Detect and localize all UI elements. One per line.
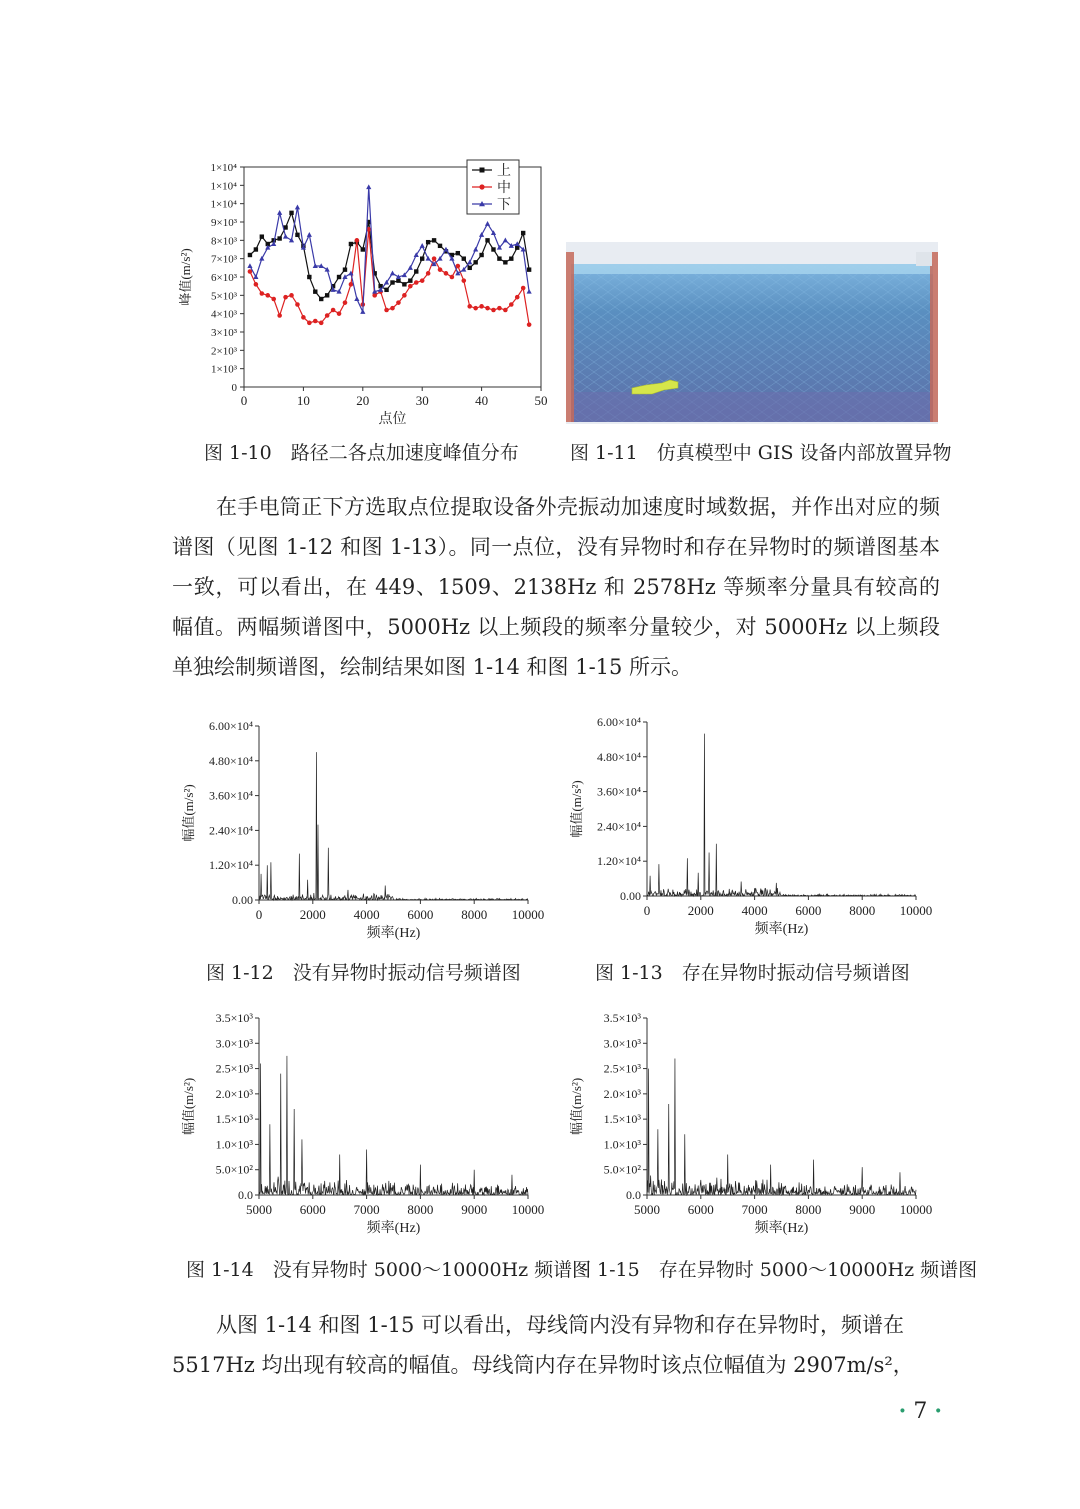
x-tick-label: 10000 [511,1202,545,1217]
data-point [259,256,264,261]
data-point [420,256,424,260]
y-tick-label: 3.5×10³ [603,1011,641,1025]
x-tick-label: 6000 [299,1202,326,1217]
data-point [468,266,472,270]
data-point [515,295,520,300]
x-axis-label: 点位 [378,412,407,427]
data-point [325,267,330,272]
x-tick-label: 30 [415,393,429,408]
paragraph-line-1: 从图 1-14 和图 1-15 可以看出，母线筒内没有异物和存在异物时，频谱在 [216,1313,905,1337]
data-point [456,251,460,255]
data-point [260,291,265,296]
data-point [343,300,348,305]
y-tick-label: 8×10³ [210,235,237,248]
data-point [349,242,353,246]
fig-1-11-caption: 图 1-11 仿真模型中 GIS 设备内部放置异物 [570,442,952,464]
x-tick-label: 4000 [741,903,768,918]
x-tick-label: 7000 [353,1202,380,1217]
x-axis-label: 频率(Hz) [366,926,421,941]
legend-label: 中 [497,181,511,196]
paragraph-line-2: 5517Hz 均出现有较高的幅值。母线筒内存在异物时该点位幅值为 2907m/s²， [172,1353,914,1377]
fig-1-10-caption: 图 1-10 路径二各点加速度峰值分布 [204,442,519,464]
data-point [319,297,323,301]
data-point [372,293,377,298]
data-point [503,308,508,313]
data-point [509,256,513,260]
y-tick-label: 6.00×10⁴ [209,719,253,733]
y-tick-label: 4.80×10⁴ [209,753,253,768]
data-point [414,269,418,273]
data-point [491,308,496,313]
data-point [384,308,389,313]
fig-1-13-chart [563,714,933,946]
data-point [485,306,490,311]
y-tick-label: 4.80×10⁴ [597,749,641,764]
fig-1-13-caption: 图 1-13 存在异物时振动信号频谱图 [595,962,910,984]
paragraph-text: 在手电筒正下方选取点位提取设备外壳振动加速度时域数据，并作出对应的频谱图（见图 1-12 和图 1-13）。同一点位，没有异物时和存在异物时的频谱图基本一致，可以看出，在 449、1509、2138Hz 和 2578Hz 等频率分量具有较高的幅值。两幅频谱图中，5000Hz 以上频段的频率分量较少，对 5000Hz 以上频段单独绘制频谱图，绘制结果如图 1-14 和图 1-15 所示。 [172,495,940,679]
y-axis-label: 幅值(m/s²) [569,1077,584,1136]
x-tick-label: 50 [534,393,548,408]
data-point [479,253,483,257]
data-point [343,267,347,271]
data-point [277,210,282,215]
data-point [325,293,329,297]
data-point [307,321,312,326]
legend-marker [480,168,485,173]
data-point [408,265,413,270]
y-axis-label: 幅值(m/s²) [181,784,196,842]
data-point [503,238,508,243]
y-tick-label: 1.5×10³ [603,1112,641,1127]
data-point [254,282,259,287]
y-tick-label: 2.0×10³ [215,1086,253,1101]
data-point [260,234,264,238]
data-point [295,302,300,307]
spectrum-trace [259,1056,528,1195]
data-point [497,256,501,260]
data-point [313,319,318,324]
x-tick-label: 0 [240,393,248,408]
legend-label: 下 [497,198,511,213]
data-point [467,304,472,309]
y-tick-label: 2.40×10⁴ [597,819,641,834]
x-tick-label: 6000 [795,903,822,918]
data-point [461,278,466,283]
data-point [283,295,288,300]
y-tick-label: 2.5×10³ [603,1061,641,1076]
data-point [527,267,531,271]
data-point [396,278,400,282]
data-point [497,306,502,311]
data-point [342,274,347,279]
body-paragraph-2 [172,1305,940,1385]
fig-1-12-caption: 图 1-12 没有异物时振动信号频谱图 [206,962,521,984]
data-point [485,221,490,226]
data-point [289,293,294,298]
data-point [444,271,449,276]
data-point [473,247,478,252]
x-tick-label: 0 [255,907,263,922]
data-point [301,315,306,320]
data-point [438,244,442,248]
data-point [295,205,300,210]
y-tick-label: 0.0 [238,1188,253,1202]
data-point [307,232,312,237]
data-point [355,238,360,243]
y-tick-label: 1.0×10³ [215,1137,253,1152]
fig-1-15-chart [563,1010,933,1245]
y-tick-label: 3.5×10³ [215,1011,253,1025]
x-axis-label: 频率(Hz) [754,922,809,937]
data-point [509,302,514,307]
y-tick-label: 6×10³ [210,272,237,284]
x-tick-label: 9000 [849,1202,876,1217]
data-point [366,184,371,189]
data-point [271,297,276,302]
data-point [479,232,484,237]
data-point [313,289,317,293]
data-point [354,296,359,301]
data-point [396,300,401,305]
fig-1-14-caption: 图 1-14 没有异物时 5000～10000Hz 频谱图 [186,1259,592,1281]
data-point [248,253,252,257]
data-point [462,256,466,260]
data-point [361,247,365,251]
data-point [408,284,413,289]
data-point [384,288,388,292]
data-point [479,304,484,309]
data-point [414,280,419,285]
x-tick-label: 6000 [687,1202,714,1217]
data-point [390,271,395,276]
data-point [438,267,443,272]
spectrum-trace [647,734,916,896]
data-point [254,247,258,251]
data-point [491,247,495,251]
x-tick-label: 40 [475,393,489,408]
data-point [390,280,394,284]
data-point [265,293,270,298]
data-point [408,278,412,282]
y-tick-label: 5.0×10² [215,1162,253,1177]
data-point [319,321,324,326]
data-point [426,240,430,244]
x-tick-label: 2000 [687,903,714,918]
data-point [277,313,282,318]
y-axis-label: 峰值(m/s²) [178,248,193,306]
x-tick-label: 20 [356,393,370,408]
data-point [325,313,330,318]
x-tick-label: 10000 [899,903,933,918]
x-tick-label: 10000 [511,907,545,922]
y-tick-label: 1.20×10⁴ [597,854,641,869]
data-point [277,236,281,240]
legend-label: 上 [497,164,511,179]
data-point [337,275,341,279]
y-tick-label: 0 [231,382,237,394]
data-point [337,311,342,316]
x-tick-label: 5000 [246,1202,272,1217]
y-tick-label: 2.40×10⁴ [209,823,253,838]
y-tick-label: 3×10³ [210,327,237,339]
data-point [503,260,507,264]
y-tick-label: 2.0×10³ [603,1086,641,1101]
y-tick-label: 6.00×10⁴ [597,715,641,729]
data-point [467,260,472,265]
y-tick-label: 2.5×10³ [215,1061,253,1076]
data-point [450,275,455,280]
y-tick-label: 3.60×10⁴ [209,788,253,803]
x-tick-label: 0 [643,903,651,918]
data-point [473,306,478,311]
page-number-value: 7 [913,1399,928,1424]
page-number: · 7 · [898,1398,942,1424]
y-tick-label: 0.00 [620,889,641,903]
y-tick-label: 0.0 [626,1188,641,1202]
data-point [295,233,299,237]
x-tick-label: 4000 [353,907,380,922]
body-paragraph-1 [172,487,940,687]
y-axis-label: 幅值(m/s²) [181,1077,196,1136]
y-tick-label: 1×10⁴ [210,180,237,193]
y-tick-label: 1.0×10³ [603,1137,641,1152]
x-tick-label: 8000 [849,903,876,918]
data-point [420,243,425,248]
data-point [390,306,395,311]
y-tick-label: 1×10⁴ [210,162,237,174]
data-point [289,238,294,243]
x-tick-label: 6000 [407,907,434,922]
x-tick-label: 10 [296,393,310,408]
data-point [456,264,461,269]
fig-1-10-chart [172,155,552,430]
x-tick-label: 5000 [634,1202,660,1217]
y-tick-label: 7×10³ [210,253,237,266]
y-tick-label: 9×10³ [210,217,237,229]
spectrum-trace [647,1058,916,1195]
data-point [283,234,288,239]
y-tick-label: 3.0×10³ [215,1036,253,1051]
data-point [432,256,437,261]
x-axis-label: 频率(Hz) [754,1221,809,1236]
y-tick-label: 1.20×10⁴ [209,858,253,873]
x-tick-label: 10000 [899,1202,933,1217]
y-tick-label: 3.60×10⁴ [597,784,641,799]
y-tick-label: 4×10³ [210,308,237,321]
data-point [521,286,526,291]
x-tick-label: 8000 [461,907,488,922]
y-tick-label: 5.0×10² [603,1162,641,1177]
data-point [426,256,431,261]
data-point [402,282,406,286]
data-point [527,322,532,327]
x-tick-label: 8000 [407,1202,434,1217]
data-point [527,289,532,294]
y-tick-label: 1×10⁴ [210,198,237,211]
data-point [289,211,293,215]
y-tick-label: 5×10³ [210,290,237,303]
spectrum-trace [259,752,528,900]
x-axis-label: 频率(Hz) [366,1221,421,1236]
data-point [307,275,311,279]
data-point [247,263,252,268]
y-tick-label: 1×10³ [210,363,237,376]
y-tick-label: 2×10³ [210,345,237,358]
data-point [473,260,477,264]
x-tick-label: 2000 [299,907,326,922]
data-point [360,309,365,314]
fig-1-15-caption: 图 1-15 存在异物时 5000～10000Hz 频谱图 [572,1259,978,1281]
data-point [485,238,489,242]
x-tick-label: 7000 [741,1202,768,1217]
data-point [426,271,431,276]
y-axis-label: 幅值(m/s²) [569,780,584,838]
x-tick-label: 8000 [795,1202,822,1217]
y-tick-label: 3.0×10³ [603,1036,641,1051]
fig-1-11-simulation-image [566,242,938,424]
data-point [420,278,425,283]
data-point [521,231,525,235]
x-tick-label: 9000 [461,1202,488,1217]
fig-1-14-chart [175,1010,545,1245]
data-point [432,238,436,242]
y-tick-label: 1.5×10³ [215,1112,253,1127]
fig-1-12-chart [175,718,545,950]
y-tick-label: 0.00 [232,893,253,907]
data-point [402,293,407,298]
data-point [331,308,336,313]
data-point [253,274,258,279]
legend-marker [479,184,484,189]
